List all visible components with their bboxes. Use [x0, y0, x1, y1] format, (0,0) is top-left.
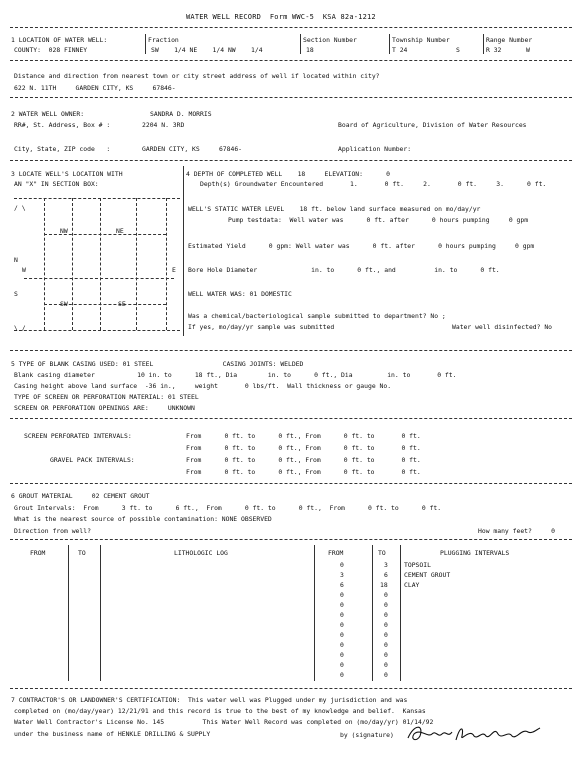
divider: [10, 350, 572, 351]
casing-type-line: 5 TYPE OF BLANK CASING USED: 01 STEEL CASING JOINTS: WELDED: [11, 360, 304, 368]
certification-line-2: completed on (mo/day/year) 12/21/91 and this record is true to the best of my knowledge and belief. Kansas: [14, 707, 426, 715]
field-separator: [389, 34, 390, 54]
log-row-to: 18: [380, 581, 388, 589]
certification-line-4: under the business name of HENKLE DRILLING & SUPPLY: [14, 730, 211, 738]
log-row-from: 0: [340, 611, 344, 619]
groundwater-line: Depth(s) Groundwater Encountered 1. 0 ft. 2. 0 ft. 3. 0 ft.: [200, 180, 547, 188]
interval-row: From 0 ft. to 0 ft., From 0 ft. to 0 ft.: [186, 432, 421, 440]
log-row-from: 0: [340, 671, 344, 679]
log-header-from-2: FROM: [328, 549, 344, 557]
county-value: COUNTY: 028 FINNEY: [14, 46, 88, 54]
divider: [10, 483, 572, 484]
field-separator: [300, 34, 301, 54]
bore-line: Bore Hole Diameter in. to 0 ft., and in. to 0 ft.: [188, 266, 500, 274]
screen-type-line: TYPE OF SCREEN OR PERFORATION MATERIAL: 01 STEEL: [14, 393, 199, 401]
log-row-desc: TOPSOIL: [404, 561, 431, 569]
agency-name: Board of Agriculture, Division of Water Resources: [338, 121, 527, 129]
distance-value: 622 N. 11TH GARDEN CITY, KS 67846-: [14, 84, 176, 92]
lithologic-log-table: [14, 545, 570, 681]
log-row-to: 0: [384, 641, 388, 649]
divider: [10, 688, 572, 689]
gravel-pack-label: GRAVEL PACK INTERVALS:: [50, 456, 135, 464]
form-title: WATER WELL RECORD Form WWC-5 KSA 82a-1212: [186, 13, 376, 21]
quadrant-ne-label: NE: [116, 227, 124, 235]
fraction-value: SW 1/4 NE 1/4 NW 1/4: [151, 46, 263, 54]
pump-test-line: Pump testdata: Well water was 0 ft. after 0 hours pumping 0 gpm: [228, 216, 529, 224]
log-row-from: 0: [340, 561, 344, 569]
casing-diameter-line: Blank casing diameter 10 in. to 18 ft., Dia in. to 0 ft., Dia in. to 0 ft.: [14, 371, 457, 379]
log-header-lithologic: LITHOLOGIC LOG: [174, 549, 228, 557]
street-label: RR#, St. Address, Box # :: [14, 121, 111, 129]
screen-perforated-label: SCREEN PERFORATED INTERVALS:: [24, 432, 132, 440]
owner-value: SANDRA D. MORRIS: [150, 110, 212, 118]
signature-label: by (signature): [340, 731, 394, 739]
street-value: 2204 N. 3RD: [142, 121, 185, 129]
locate-label: 3 LOCATE WELL'S LOCATION WITH: [11, 170, 123, 178]
log-row-to: 0: [384, 651, 388, 659]
range-direction: W: [526, 46, 530, 54]
log-row-to: 0: [384, 611, 388, 619]
log-header-to-2: TO: [378, 549, 386, 557]
log-row-to: 0: [384, 631, 388, 639]
log-row-desc: CLAY: [404, 581, 420, 589]
compass-e: E: [172, 266, 176, 274]
how-many-feet: How many feet? 0: [478, 527, 555, 535]
log-row-from: 0: [340, 621, 344, 629]
section-value: 18: [306, 46, 314, 54]
certification-line-3: Water Well Contractor's License No. 145 This Water Well Record was completed on (mo/day/yr) 01/14/92: [14, 718, 434, 726]
grout-intervals-line: Grout Intervals: From 3 ft. to 6 ft., From 0 ft. to 0 ft., From 0 ft. to 0 ft.: [14, 504, 442, 512]
casing-height-line: Casing height above land surface -36 in., weight 0 lbs/ft. Wall thickness or gauge No.: [14, 382, 392, 390]
divider: [10, 539, 572, 540]
interval-row: From 0 ft. to 0 ft., From 0 ft. to 0 ft.: [186, 468, 421, 476]
locate-label-2: AN "X" IN SECTION BOX:: [14, 180, 99, 188]
log-row-from: 0: [340, 661, 344, 669]
city-label: City, State, ZIP code :: [14, 145, 111, 153]
sample-date-line: If yes, mo/day/yr sample was submitted: [188, 323, 335, 331]
interval-row: From 0 ft. to 0 ft., From 0 ft. to 0 ft.: [186, 444, 421, 452]
quadrant-sw-label: SW: [60, 300, 68, 308]
application-number-label: Application Number:: [338, 145, 412, 153]
range-value: R 32: [486, 46, 502, 54]
township-label: Township Number: [392, 36, 450, 44]
log-header-to: TO: [78, 549, 86, 557]
divider: [10, 97, 572, 98]
log-row-to: 0: [384, 621, 388, 629]
log-row-desc: CEMENT GROUT: [404, 571, 451, 579]
section-grid: / \ \ /: [14, 190, 180, 338]
certification-line-1: 7 CONTRACTOR'S OR LANDOWNER'S CERTIFICATION: This water well was Plugged under my jurisdiction and was: [11, 696, 408, 704]
log-row-to: 0: [384, 661, 388, 669]
log-header-from: FROM: [30, 549, 46, 557]
owner-label: 2 WATER WELL OWNER:: [11, 110, 85, 118]
log-row-to: 6: [384, 571, 388, 579]
log-row-to: 0: [384, 601, 388, 609]
log-row-to: 0: [384, 591, 388, 599]
log-row-from: 0: [340, 631, 344, 639]
quadrant-nw-label: NW: [60, 227, 68, 235]
interval-row: From 0 ft. to 0 ft., From 0 ft. to 0 ft.: [186, 456, 421, 464]
city-value: GARDEN CITY, KS 67846-: [142, 145, 243, 153]
log-row-from: 0: [340, 591, 344, 599]
quadrant-se-label: SE: [118, 300, 126, 308]
disinfected-line: Water well disinfected? No: [452, 323, 553, 331]
section-number-label: Section Number: [303, 36, 357, 44]
location-label: 1 LOCATION OF WATER WELL:: [11, 36, 108, 44]
range-label: Range Number: [486, 36, 533, 44]
yield-line: Estimated Yield 0 gpm: Well water was 0 ft. after 0 hours pumping 0 gpm: [188, 242, 535, 250]
compass-n: N: [14, 256, 18, 264]
log-row-from: 3: [340, 571, 344, 579]
divider: [10, 160, 572, 161]
water-use-line: WELL WATER WAS: 01 DOMESTIC: [188, 290, 292, 298]
log-row-from: 0: [340, 651, 344, 659]
static-level-line: WELL'S STATIC WATER LEVEL 18 ft. below land surface measured on mo/day/yr: [188, 205, 481, 213]
compass-w: W: [22, 266, 26, 274]
log-row-from: 0: [340, 601, 344, 609]
divider: [10, 27, 572, 28]
log-row-from: 6: [340, 581, 344, 589]
grout-material-line: 6 GROUT MATERIAL 02 CEMENT GROUT: [11, 492, 150, 500]
fraction-label: Fraction: [148, 36, 179, 44]
field-separator: [145, 34, 146, 54]
direction-line: Direction from well?: [14, 527, 91, 535]
township-direction: S: [456, 46, 460, 54]
log-row-from: 0: [340, 641, 344, 649]
divider: [10, 60, 572, 61]
log-row-to: 0: [384, 671, 388, 679]
divider: [10, 418, 572, 419]
depth-line: 4 DEPTH OF COMPLETED WELL 18 ELEVATION: 0: [186, 170, 390, 178]
compass-s: S: [14, 290, 18, 298]
field-separator: [483, 34, 484, 54]
log-row-to: 3: [384, 561, 388, 569]
contamination-line: What is the nearest source of possible contamination: NONE OBSERVED: [14, 515, 272, 523]
township-value: T 24: [392, 46, 408, 54]
section-separator: [183, 166, 184, 336]
screen-openings-line: SCREEN OR PERFORATION OPENINGS ARE: UNKNOWN: [14, 404, 195, 412]
chem-sample-line: Was a chemical/bacteriological sample submitted to department? No ;: [188, 312, 446, 320]
log-header-plugging: PLUGGING INTERVALS: [440, 549, 510, 557]
signature: [404, 720, 544, 746]
distance-label: Distance and direction from nearest town or city street address of well if located within city?: [14, 72, 380, 80]
